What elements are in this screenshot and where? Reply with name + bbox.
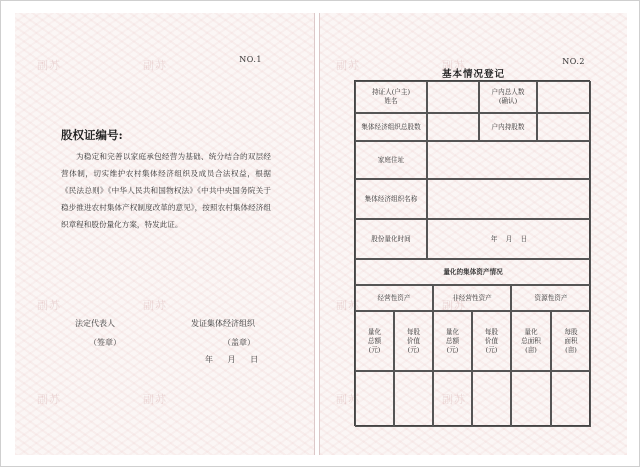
watermark: 副苏 xyxy=(37,59,61,72)
household-shares-value[interactable] xyxy=(537,113,591,141)
resource-per-share-area-header: 每股 面积 (亩) xyxy=(551,311,591,371)
registration-table xyxy=(354,80,590,426)
legal-representative-label: 法定代表人 xyxy=(75,319,115,328)
household-total-label: 户内总人数 (确认) xyxy=(479,81,537,113)
resource-total-area-header: 量化 总面积 (亩) xyxy=(511,311,551,371)
household-total-value[interactable] xyxy=(537,81,591,113)
watermark: 副苏 xyxy=(336,299,360,312)
operating-total-value-header: 量化 总额 (元) xyxy=(355,311,394,371)
collective-shares-label: 集体经济组织总股数 xyxy=(355,113,427,141)
quantification-time-label: 股份量化时间 xyxy=(355,219,427,259)
page-number: NO.2 xyxy=(562,57,585,66)
non-operating-per-share-value[interactable] xyxy=(472,371,511,427)
non-operating-assets-header: 非经营性资产 xyxy=(433,285,511,311)
watermark: 副苏 xyxy=(143,59,167,72)
operating-assets-header: 经营性资产 xyxy=(355,285,433,311)
watermark: 副苏 xyxy=(442,299,466,312)
certificate-number-heading: 股权证编号: xyxy=(61,128,123,142)
quantified-assets-title: 量化的集体资产情况 xyxy=(355,259,591,285)
issuing-organization-seal: （盖章） xyxy=(223,338,255,347)
left-page xyxy=(15,13,315,455)
collective-shares-value[interactable] xyxy=(427,113,479,141)
operating-total-value[interactable] xyxy=(355,371,394,427)
address-label: 家庭住址 xyxy=(355,141,427,179)
non-operating-total-value-header: 量化 总额 (元) xyxy=(433,311,472,371)
watermark: 副苏 xyxy=(37,393,61,406)
holder-name-value[interactable] xyxy=(427,81,479,113)
page-number: NO.1 xyxy=(239,55,262,64)
legal-representative-seal: （签章） xyxy=(89,338,121,347)
household-shares-label: 户内持股数 xyxy=(479,113,537,141)
operating-per-share-value[interactable] xyxy=(394,371,433,427)
org-name-value[interactable] xyxy=(427,179,591,219)
holder-name-label: 持证人(户主) 姓名 xyxy=(355,81,427,113)
watermark: 副苏 xyxy=(37,299,61,312)
watermark: 副苏 xyxy=(143,299,167,312)
org-name-label: 集体经济组织名称 xyxy=(355,179,427,219)
watermark: 副苏 xyxy=(442,59,466,72)
registration-title: 基本情况登记 xyxy=(441,69,505,80)
certificate-body-text: 为稳定和完善以家庭承包经营为基础、统分结合的双层经营体制，切实维护农村集体经济组织及成员合法权益，根据《民法总则》《中华人民共和国物权法》《中共中央国务院关于稳步推进农村集体产权制度改革的意见》，按照农村集体经济组织章程和股份量化方案，特发此证。 xyxy=(61,152,271,229)
non-operating-per-share-value-header: 每股 价值 (元) xyxy=(472,311,511,371)
watermark: 副苏 xyxy=(336,59,360,72)
resource-per-share-area[interactable] xyxy=(551,371,591,427)
resource-total-area[interactable] xyxy=(511,371,551,427)
issuing-organization-label: 发证集体经济组织 xyxy=(191,319,255,328)
right-page xyxy=(319,13,627,455)
address-value[interactable] xyxy=(427,141,591,179)
watermark: 副苏 xyxy=(336,393,360,406)
resource-assets-header: 资源性资产 xyxy=(511,285,591,311)
operating-per-share-value-header: 每股 价值 (元) xyxy=(394,311,433,371)
non-operating-total-value[interactable] xyxy=(433,371,472,427)
watermark: 副苏 xyxy=(442,393,466,406)
issue-date: 年 月 日 xyxy=(205,355,259,364)
watermark: 副苏 xyxy=(143,393,167,406)
quantification-time-value[interactable]: 年 月 日 xyxy=(427,219,591,259)
